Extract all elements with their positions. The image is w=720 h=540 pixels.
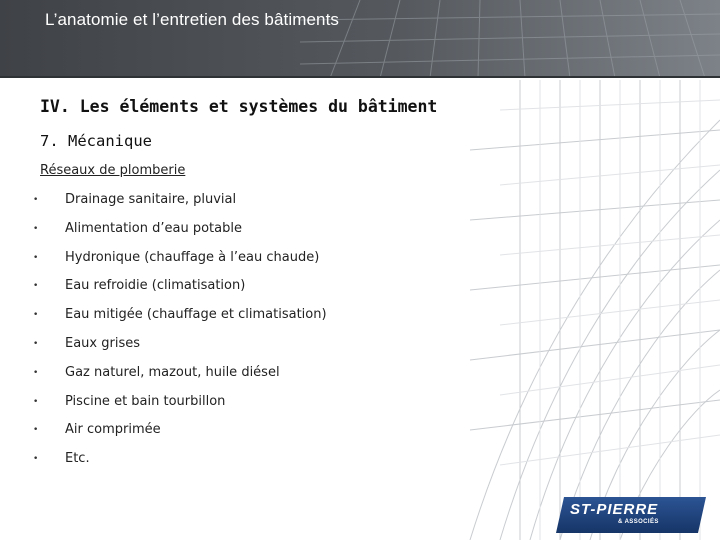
list-item-text: Drainage sanitaire, pluvial	[65, 192, 237, 207]
list-item-text: Eau refroidie (climatisation)	[65, 278, 246, 294]
list-item-text: Hydronique (chauffage à l’eau chaude)	[65, 249, 320, 265]
list-item-text: Eau mitigée (chauffage et climatisation)	[65, 307, 327, 323]
bullet-icon: •	[33, 425, 39, 436]
logo-wordmark: ST-PIERRE	[570, 501, 659, 518]
list-item-text: Air comprimée	[65, 422, 161, 438]
subsection-title: 7. Mécanique	[40, 132, 152, 150]
bullet-list	[30, 190, 327, 478]
header-title: L’anatomie et l’entretien des bâtiments	[45, 10, 340, 29]
list-item-text: Gaz naturel, mazout, huile diésel	[65, 364, 280, 380]
bullet-icon: •	[33, 281, 39, 292]
list-item	[30, 449, 327, 478]
list-item	[30, 248, 327, 277]
list-item	[30, 219, 327, 248]
bullet-icon: •	[33, 223, 39, 234]
section-title: IV. Les éléments et systèmes du bâtiment	[40, 97, 438, 116]
bullet-icon: •	[33, 396, 39, 407]
list-item	[30, 305, 327, 334]
list-item	[30, 190, 327, 219]
list-item	[30, 420, 327, 449]
list-item-text: Eaux grises	[65, 335, 140, 351]
bullet-icon: •	[33, 367, 39, 378]
list-item	[30, 276, 327, 305]
list-item	[30, 334, 327, 363]
company-logo	[556, 497, 706, 533]
list-item-text: Alimentation d’eau potable	[65, 220, 242, 236]
list-item-text: Etc.	[65, 451, 90, 467]
bullet-icon: •	[33, 195, 39, 205]
list-heading: Réseaux de plomberie	[40, 163, 186, 178]
bullet-icon: •	[33, 252, 39, 263]
logo-tagline: & ASSOCIÉS	[618, 519, 659, 525]
list-item	[30, 363, 327, 392]
bullet-icon: •	[33, 338, 39, 349]
list-item	[30, 392, 327, 421]
bullet-icon: •	[33, 454, 39, 465]
bullet-icon: •	[33, 310, 39, 321]
list-item-text: Piscine et bain tourbillon	[65, 393, 226, 409]
